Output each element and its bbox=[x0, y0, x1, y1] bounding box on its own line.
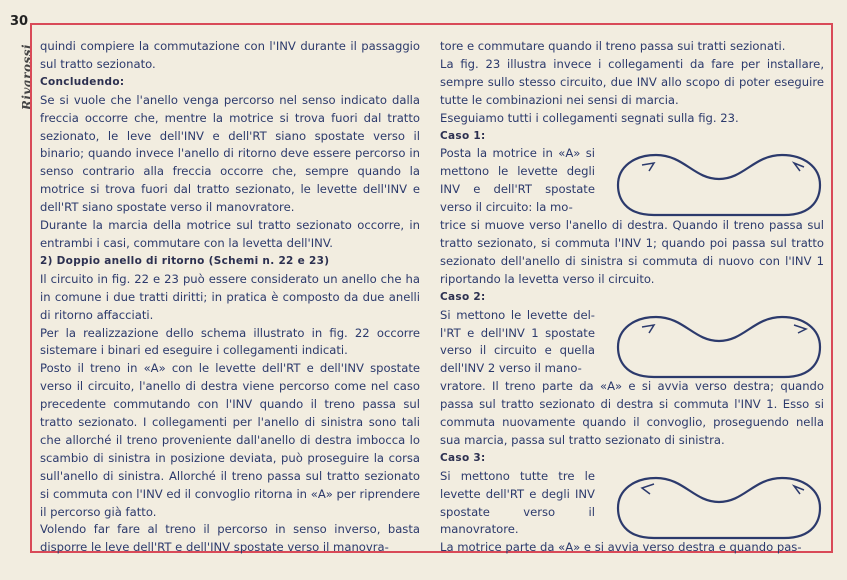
case-block bbox=[440, 468, 824, 540]
case-block bbox=[440, 145, 824, 217]
paragraph: Il circuito in fig. 22 e 23 può essere considerato un anello che ha in comune i due tratti diritti; in pratica è composto da due anelli di ritorno affacciati. bbox=[40, 271, 420, 322]
case-title: Caso 2: bbox=[440, 290, 486, 303]
paragraph: Posto il treno in «A» con le levette dell'RT e dell'INV spostate verso il circuito, l'anello di destra viene percorso come nel caso precedente commutando con l'INV quando il treno passa sul tratto sezionato. I collegamenti per l'anello di sinistra sono tali che allorché il treno proveniente dall'anello di destra imbocca lo scambio di sinistra in posizione deviata, può proseguire la corsa sull'anello di sinistra. Allorché il treno passa sul tratto sezionato si commuta con l'INV ed il convoglio ritorna in «A» per riprendere il percorso già fatto. bbox=[40, 361, 420, 519]
paragraph: quindi compiere la commutazione con l'INV durante il passaggio sul tratto sezionato. bbox=[40, 39, 420, 71]
case-block bbox=[440, 307, 824, 379]
paragraph: Eseguiamo tutti i collegamenti segnati sulla fig. 23. bbox=[440, 110, 739, 125]
case-side-text: Si mettono tutte tre le levette dell'RT e degli INV spostate verso il manovratore. bbox=[440, 468, 595, 537]
paragraph: Durante la marcia della motrice sul tratto sezionato occorre, in entrambi i casi, commutare con la levetta dell'INV. bbox=[40, 218, 420, 250]
paragraph: Volendo far fare al treno il percorso in senso inverso, basta disporre le leve dell'RT e dell'INV spostate verso il manovra- bbox=[40, 522, 420, 555]
double-loop-diagram bbox=[614, 472, 824, 544]
case-side-text: Si mettono le levette del-l'RT e dell'INV 1 spostate verso il circuito e quella dell'INV 2 verso il mano- bbox=[440, 307, 595, 376]
paragraph: Se si vuole che l'anello venga percorso nel senso indicato dalla freccia occorre che, mentre la motrice si trova fuori dal tratto sezionato, le leve dell'INV e dell'RT siano spostate verso il binario; quando invece l'anello di ritorno deve essere percorso in senso contrario alla freccia occorre che, sempre quando la motrice si trova fuori dal tratto sezionato, le levette dell'INV e dell'RT siano spostate verso il manovratore. bbox=[40, 92, 420, 215]
paragraph: Per la realizzazione dello schema illustrato in fig. 22 occorre sistemare i binari ed eseguire i collegamenti indicati. bbox=[40, 325, 420, 358]
case-side-text: Posta la motrice in «A» si mettono le levette degli INV e dell'RT spostate verso il circuito: la mo- bbox=[440, 146, 595, 215]
heading: Concludendo: bbox=[40, 75, 125, 88]
double-loop-diagram bbox=[614, 311, 824, 383]
paragraph: trice si muove verso l'anello di destra. Quando il treno passa sul tratto sezionato, si commuta l'INV 1; quando poi passa sul tratto sezionato dell'anello di sinistra si commuta di nuovo con l'INV 1 riportando la levetta verso il circuito. bbox=[440, 218, 824, 286]
double-loop-diagram bbox=[614, 149, 824, 221]
left-column bbox=[40, 38, 420, 557]
right-column bbox=[440, 38, 824, 557]
brand-logo: Rivarossi bbox=[20, 43, 35, 111]
case-title: Caso 1: bbox=[440, 129, 486, 142]
paragraph: La fig. 23 illustra invece i collegamenti da fare per installare, sempre sullo stesso circuito, due INV allo scopo di poter eseguire tutte le combinazioni nei sensi di marcia. bbox=[440, 56, 824, 107]
paragraph: tore e commutare quando il treno passa sui tratti sezionati. bbox=[440, 39, 786, 53]
paragraph: vratore. Il treno parte da «A» e si avvia verso destra; quando passa sul tratto sezionato di destra si commuta l'INV 1. Esso si commuta nuovamente quando il convoglio, proseguendo nella sua marcia, passa sul tratto sezionato di sinistra. bbox=[440, 379, 824, 447]
case-title: Caso 3: bbox=[440, 451, 486, 464]
page-number: 30 bbox=[10, 14, 29, 29]
heading: 2) Doppio anello di ritorno (Schemi n. 22 e 23) bbox=[40, 254, 330, 267]
paragraph: La motrice parte da «A» e si avvia verso destra e quando pas- bbox=[440, 540, 802, 555]
